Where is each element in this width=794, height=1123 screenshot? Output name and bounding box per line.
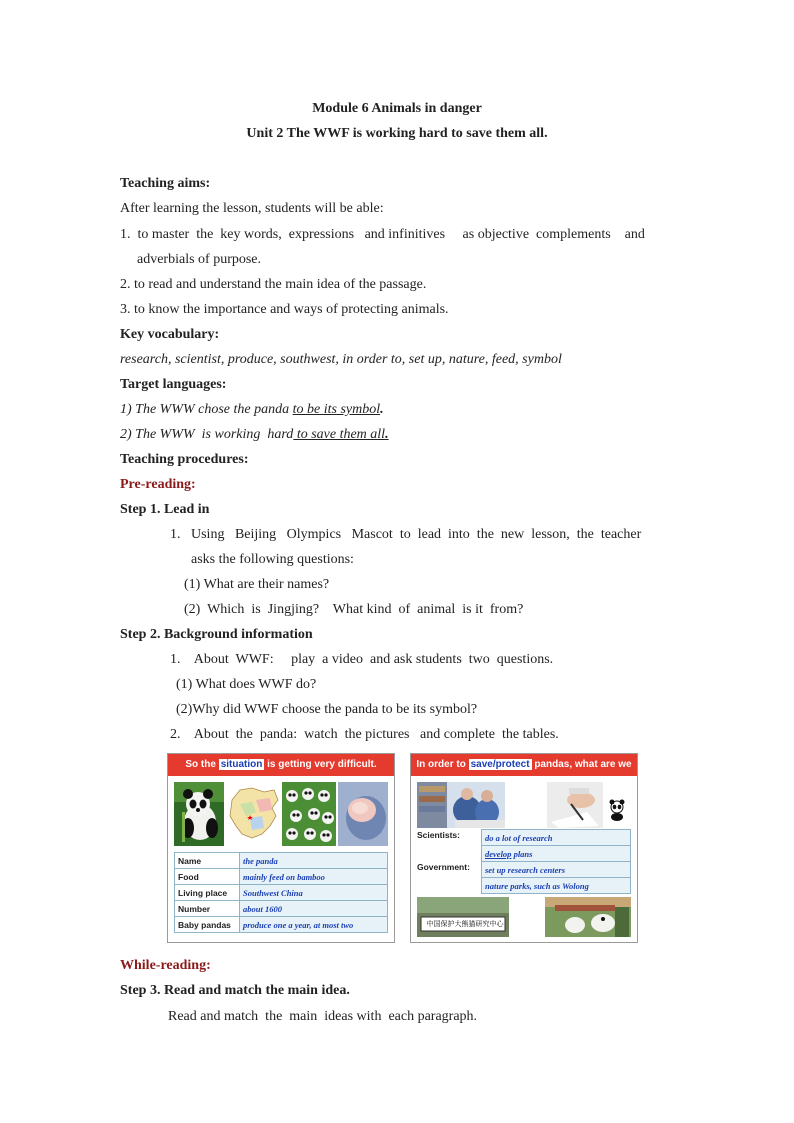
step1-question-2: (2) Which is Jingjing? What kind of animal is it from? <box>184 602 524 617</box>
target-1-pre: 1) The WWW chose the panda <box>120 402 293 417</box>
row-value: Southwest China <box>240 885 388 901</box>
slide-panda-protection <box>410 753 638 943</box>
table-row <box>482 878 631 894</box>
government-label: Government: <box>417 862 470 872</box>
row-value <box>482 830 631 846</box>
writing-plans-photo <box>547 782 603 828</box>
baby-panda-photo <box>338 782 388 846</box>
row-label: Living place <box>175 885 240 901</box>
wwf-panda-logo <box>607 798 627 822</box>
aims-heading: Teaching aims: <box>120 176 211 191</box>
slide1-title-pre: So the <box>185 759 219 770</box>
row-label: Number <box>175 901 240 917</box>
table-row <box>175 917 388 933</box>
row-value-highlight: research <box>522 832 553 843</box>
table-row <box>175 869 388 885</box>
aims-intro: After learning the lesson, students will be able: <box>120 201 384 216</box>
step2-item-1: 1. About WWF: play a video and ask students two questions. <box>170 652 554 667</box>
row-value: mainly feed on bamboo <box>240 869 388 885</box>
panda-info-table <box>174 852 388 933</box>
table-row <box>482 862 631 878</box>
target-sentence-2 <box>120 426 389 444</box>
slide2-title-post: pandas, what are we doing? <box>507 759 632 792</box>
step2-question-1: (1) What does WWF do? <box>176 677 317 692</box>
slide2-title-highlight: save/protect <box>470 759 530 770</box>
step1-item-cont: asks the following questions: <box>191 552 354 567</box>
step2-item-2: 2. About the panda: watch the pictures and complete the tables. <box>170 727 559 742</box>
vocab-words: research, scientist, produce, southwest, in order to, set up, nature, feed, symbol <box>120 352 562 367</box>
research-center-sign: 中国保护大熊猫研究中心 <box>426 920 504 928</box>
table-row <box>175 885 388 901</box>
row-value: set up research centers <box>482 862 631 878</box>
slide2-title <box>411 754 637 792</box>
scientists-photo <box>417 782 505 828</box>
row-label: Food <box>175 869 240 885</box>
research-center-photo <box>417 897 509 937</box>
aims-item-1-cont: adverbials of purpose. <box>137 252 262 267</box>
slide2-title-pre: In order to <box>416 759 469 770</box>
while-reading-heading: While-reading: <box>120 958 211 973</box>
row-value <box>240 917 388 933</box>
module-title: Module 6 Animals in danger <box>312 101 482 116</box>
target-2-pre: 2) The WWW is working hard <box>120 427 294 442</box>
table-row <box>482 830 631 846</box>
pre-reading-heading: Pre-reading: <box>120 477 196 492</box>
panda-cubs-photo <box>282 782 336 846</box>
aims-item-2: 2. to read and understand the main idea of the passage. <box>120 277 427 292</box>
target-1-post: . <box>380 402 384 417</box>
step1-item: 1. Using Beijing Olympics Mascot to lead into the new lesson, the teacher <box>170 527 642 542</box>
aims-item-1: 1. to master the key words, expressions and infinitives as objective complements and <box>120 227 645 242</box>
slide-panda-situation <box>167 753 395 943</box>
row-value <box>482 846 631 862</box>
row-label: Name <box>175 853 240 869</box>
wolong-park-photo <box>545 897 631 937</box>
step2-heading: Step 2. Background information <box>120 627 313 642</box>
table-row <box>175 901 388 917</box>
step3-text: Read and match the main ideas with each paragraph. <box>168 1009 478 1024</box>
aims-item-3: 3. to know the importance and ways of protecting animals. <box>120 302 449 317</box>
step3-heading: Step 3. Read and match the main idea. <box>120 983 350 998</box>
row-value-highlight: produce <box>243 919 272 930</box>
row-value: about 1600 <box>240 901 388 917</box>
row-value: the panda <box>240 853 388 869</box>
table-row <box>175 853 388 869</box>
slide1-title <box>168 754 394 776</box>
unit-title: Unit 2 The WWF is working hard to save them all. <box>246 126 548 141</box>
panda-eating-photo <box>174 782 224 846</box>
row-value-text: do a lot of <box>485 832 523 843</box>
targets-heading: Target languages: <box>120 377 227 392</box>
target-sentence-1 <box>120 401 384 419</box>
procedures-heading: Teaching procedures: <box>120 452 249 467</box>
vocab-heading: Key vocabulary: <box>120 327 220 342</box>
target-1-underlined: to be its symbol <box>292 402 381 417</box>
target-2-underlined: to save them all <box>293 427 386 442</box>
row-value: nature parks, such as Wolong <box>482 878 631 894</box>
row-label: Baby pandas <box>175 917 240 933</box>
step1-question-1: (1) What are their names? <box>184 577 330 592</box>
china-map-image <box>226 782 280 846</box>
protection-table <box>481 829 631 894</box>
row-value-highlight: develop <box>485 848 512 859</box>
scientists-label: Scientists: <box>417 830 460 840</box>
slide1-title-highlight: situation <box>220 759 263 770</box>
step1-heading: Step 1. Lead in <box>120 502 210 517</box>
row-value-text: plans <box>511 848 533 859</box>
slide1-title-post: is getting very difficult. <box>264 759 377 770</box>
row-value-rest: one a year, at most two <box>271 919 354 930</box>
table-row <box>482 846 631 862</box>
step2-question-2: (2)Why did WWF choose the panda to be its symbol? <box>176 702 478 717</box>
target-2-post: . <box>385 427 389 442</box>
